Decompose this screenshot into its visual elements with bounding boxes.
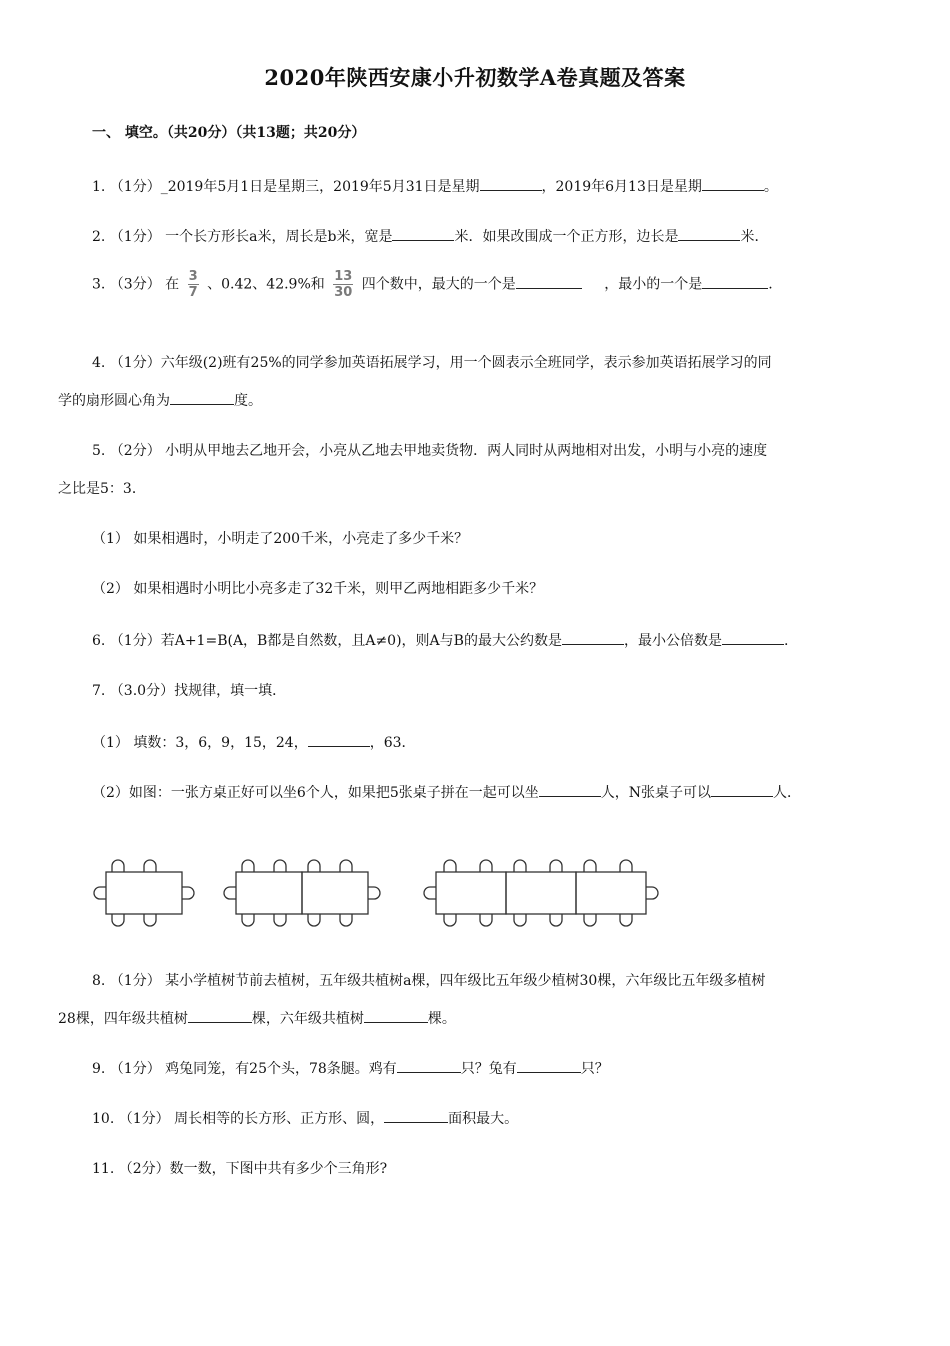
question-11: 11. （2分）数一数，下图中共有多少个三角形? xyxy=(92,1161,388,1177)
question-7-sub-2: （2）如图：一张方桌正好可以坐6个人，如果把5张桌子拼在一起可以坐 人，N张桌子可以 人． xyxy=(92,785,801,801)
answer-blank xyxy=(722,632,784,645)
question-1: 1. （1分）_2019年5月1日是星期三，2019年5月31日是星期 ，2019年6月13日是星期 。 xyxy=(92,179,778,195)
table-group-1 xyxy=(94,860,194,926)
answer-blank xyxy=(678,228,740,241)
section-heading: 一、 填空。（共20分）（共13题；共20分） xyxy=(92,125,366,141)
answer-blank xyxy=(702,178,764,191)
answer-blank xyxy=(702,276,768,289)
table-group-2 xyxy=(224,860,380,926)
answer-blank xyxy=(392,228,454,241)
fraction-13-30: $\frac{13}{30}$ xyxy=(334,269,353,300)
question-10: 10. （1分） 周长相等的长方形、正方形、圆， 面积最大。 xyxy=(92,1111,519,1127)
question-2: 2. （1分） 一个长方形长a米，周长是b米，宽是 米．如果改围成一个正方形，边长是 米． xyxy=(92,229,769,245)
question-6: 6. （1分）若A+1=B(A，B都是自然数，且A≠0)，则A与B的最大公约数是 ，最小公倍数是 . xyxy=(92,633,789,649)
answer-blank xyxy=(516,276,582,289)
question-5-sub-2: （2） 如果相遇时小明比小亮多走了32千米，则甲乙两地相距多少千米？ xyxy=(92,581,544,597)
fraction-3-7: $\frac{3}{7}$ xyxy=(188,269,198,300)
question-8-line-2: 28棵，四年级共植树 棵，六年级共植树 棵。 xyxy=(58,1011,456,1027)
answer-blank xyxy=(397,1060,461,1073)
question-7-stem: 7. （3.0分）找规律，填一填． xyxy=(92,683,287,699)
answer-blank xyxy=(170,392,234,405)
question-5-sub-1: （1） 如果相遇时，小明走了200千米，小亮走了多少千米？ xyxy=(92,531,469,547)
answer-blank xyxy=(364,1010,428,1023)
question-5-line-1: 5. （2分） 小明从甲地去乙地开会，小亮从乙地去甲地卖货物．两人同时从两地相对出发，小明与小亮的速度 xyxy=(92,443,768,459)
answer-blank xyxy=(711,784,773,797)
question-7-sub-1: （1） 填数：3，6，9，15，24， ，63． xyxy=(92,735,416,751)
answer-blank xyxy=(384,1110,448,1123)
question-9: 9. （1分） 鸡兔同笼，有25个头，78条腿。鸡有 只？兔有 只？ xyxy=(92,1061,609,1077)
answer-blank xyxy=(188,1010,252,1023)
page-title: 2020年陕西安康小升初数学A卷真题及答案 xyxy=(264,65,686,90)
question-4-line-1: 4. （1分）六年级(2)班有25%的同学参加英语拓展学习，用一个圆表示全班同学，表示参加英语拓展学习的同 xyxy=(92,355,772,371)
answer-blank xyxy=(308,734,370,747)
question-3: 3. （3分） 在 $\frac{3}{7}$ 、0.42、42.9%和 $\frac{13}{30}$ 四个数中，最大的一个是 ，最小的一个是 . xyxy=(92,269,773,300)
question-5-line-2: 之比是5：3． xyxy=(58,481,146,497)
answer-blank xyxy=(539,784,601,797)
tables-figure xyxy=(90,858,670,938)
question-8-line-1: 8. （1分） 某小学植树节前去植树，五年级共植树a棵，四年级比五年级少植树30棵，六年级比五年级多植树 xyxy=(92,973,766,989)
answer-blank xyxy=(480,178,542,191)
table-group-3 xyxy=(424,860,658,926)
answer-blank xyxy=(562,632,624,645)
answer-blank xyxy=(517,1060,581,1073)
question-4-line-2: 学的扇形圆心角为 度。 xyxy=(58,393,262,409)
